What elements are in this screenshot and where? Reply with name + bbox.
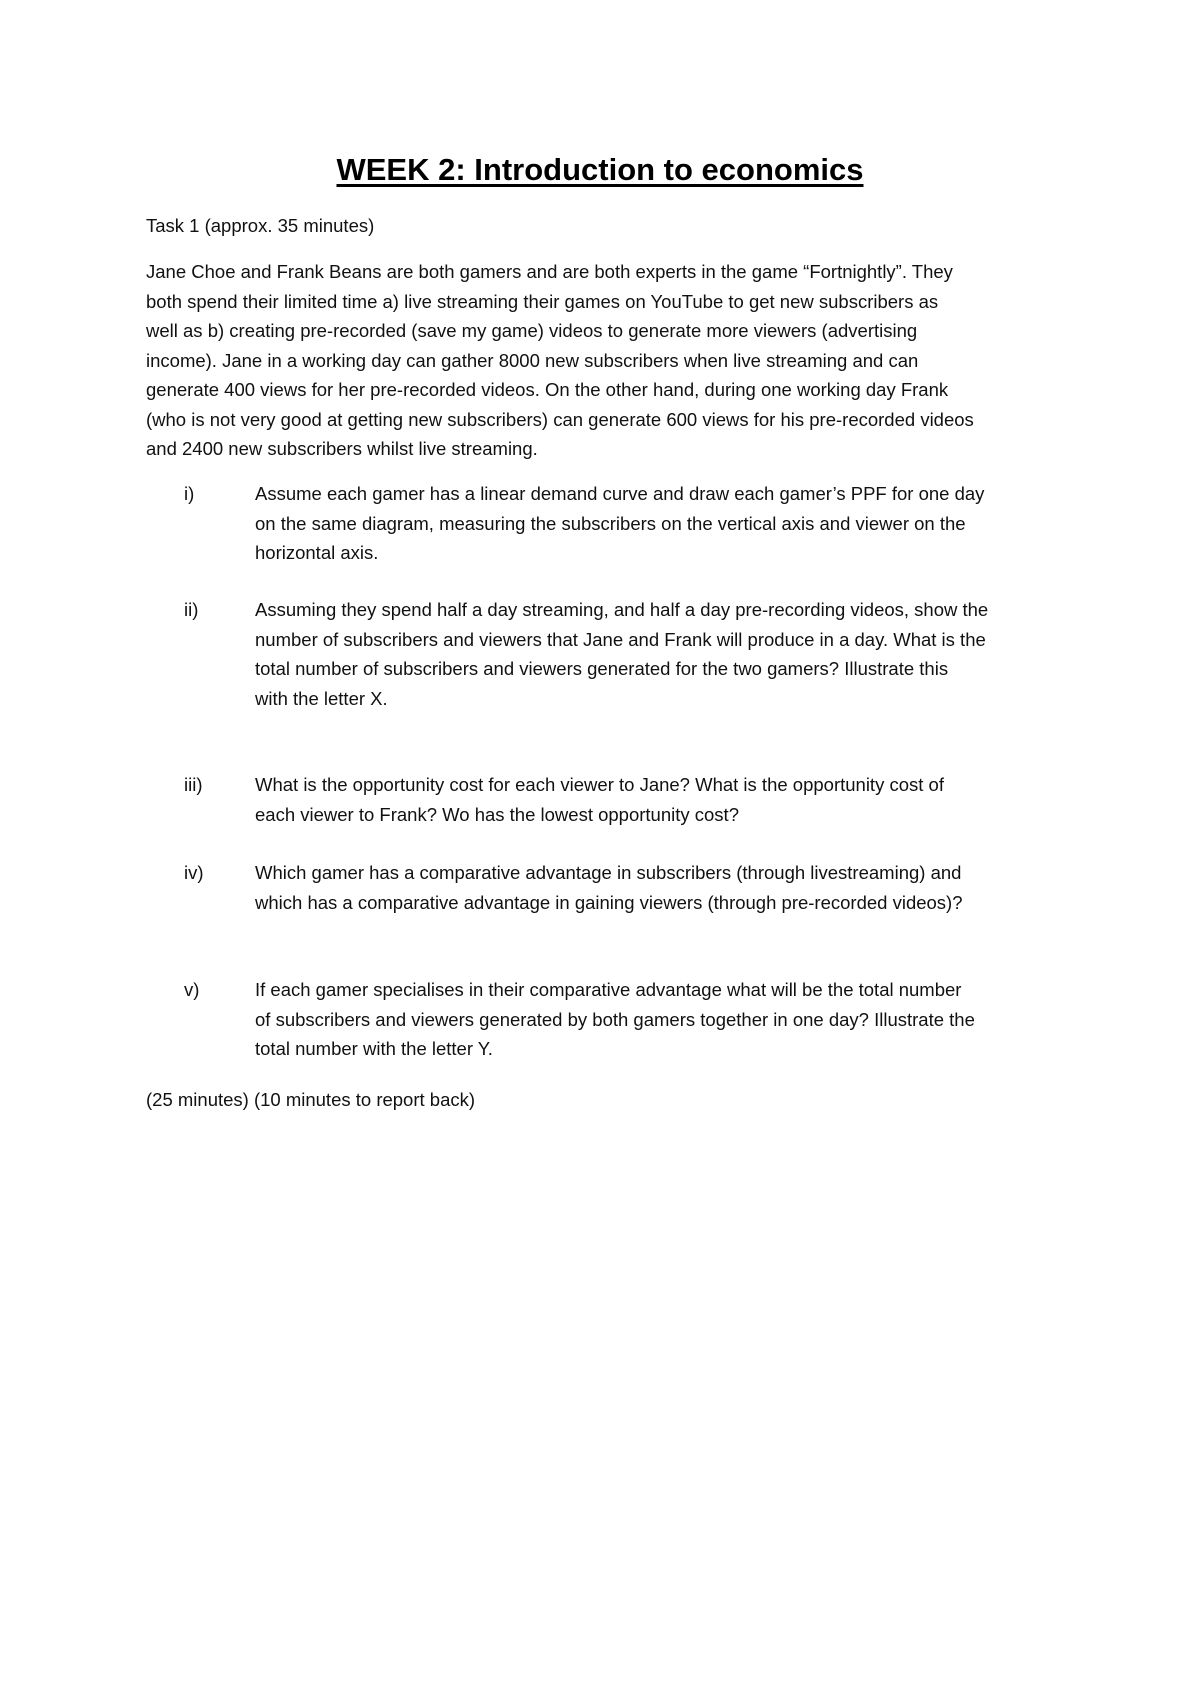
question-text bbox=[255, 975, 1075, 1064]
question-number: iv) bbox=[184, 862, 204, 883]
timing-note: (25 minutes) (10 minutes to report back) bbox=[146, 1089, 476, 1110]
question-number: v) bbox=[184, 979, 200, 1000]
question-line: total number with the letter Y. bbox=[255, 1038, 493, 1059]
question-line: on the same diagram, measuring the subscribers on the vertical axis and viewer on the bbox=[255, 512, 966, 534]
intro-line: and 2400 new subscribers whilst live streaming. bbox=[146, 438, 538, 459]
page-title: WEEK 2: Introduction to economics bbox=[336, 152, 864, 187]
question-text bbox=[255, 479, 1075, 568]
question-line: with the letter X. bbox=[255, 687, 388, 709]
question-line: Assuming they spend half a day streaming, and half a day pre-recording videos, show the bbox=[255, 599, 989, 620]
question-line: horizontal axis. bbox=[255, 542, 379, 563]
question-line: Which gamer has a comparative advantage in subscribers (through livestreaming) and bbox=[255, 862, 962, 883]
intro-line: (who is not very good at getting new subscribers) can generate 600 views for his pre-recorded videos bbox=[146, 408, 974, 430]
question-number: ii) bbox=[184, 599, 199, 620]
question-line: number of subscribers and viewers that Jane and Frank will produce in a day. What is the bbox=[255, 628, 986, 650]
intro-line: both spend their limited time a) live streaming their games on YouTube to get new subscribers as bbox=[146, 290, 939, 312]
task-heading: Task 1 (approx. 35 minutes) bbox=[146, 215, 375, 236]
intro-line: income). Jane in a working day can gather 8000 new subscribers when live streaming and can bbox=[146, 349, 919, 371]
question-text bbox=[255, 770, 1075, 829]
question-line: total number of subscribers and viewers generated for the two gamers? Illustrate this bbox=[255, 658, 949, 679]
question-line: If each gamer specialises in their comparative advantage what will be the total number bbox=[255, 979, 962, 1000]
question-line: which has a comparative advantage in gaining viewers (through pre-recorded videos)? bbox=[255, 891, 963, 913]
intro-paragraph bbox=[146, 257, 1064, 464]
question-text bbox=[255, 858, 1075, 917]
question-number: i) bbox=[184, 483, 195, 504]
intro-line: Jane Choe and Frank Beans are both gamers and are both experts in the game “Fortnightly”. They bbox=[146, 261, 953, 282]
question-line: Assume each gamer has a linear demand curve and draw each gamer’s PPF for one day bbox=[255, 483, 985, 504]
question-line: of subscribers and viewers generated by both gamers together in one day? Illustrate the bbox=[255, 1008, 975, 1030]
question-line: What is the opportunity cost for each viewer to Jane? What is the opportunity cost of bbox=[255, 774, 944, 795]
question-text bbox=[255, 595, 1075, 713]
question-line: each viewer to Frank? Wo has the lowest opportunity cost? bbox=[255, 803, 739, 825]
intro-line: generate 400 views for her pre-recorded videos. On the other hand, during one working day Frank bbox=[146, 379, 949, 400]
intro-line: well as b) creating pre-recorded (save my game) videos to generate more viewers (advertising bbox=[146, 320, 918, 341]
question-number: iii) bbox=[184, 774, 203, 795]
